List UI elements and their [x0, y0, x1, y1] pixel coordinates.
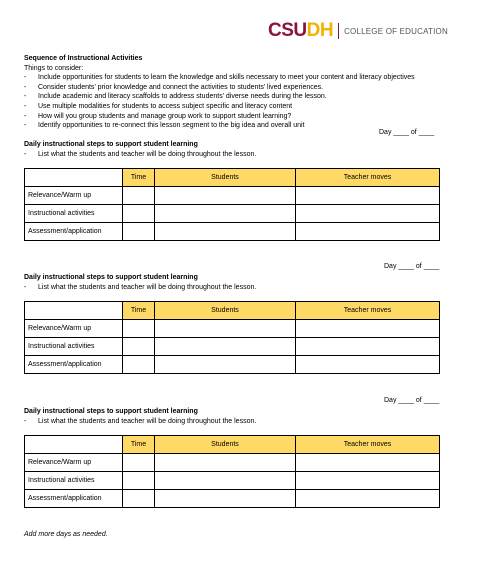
- logo-college-name: COLLEGE OF EDUCATION: [344, 26, 448, 36]
- teacher-cell[interactable]: [296, 205, 440, 223]
- section-subtitle: - List what the students and teacher will be doing throughout the lesson.: [24, 150, 257, 158]
- row-label: Relevance/Warm up: [25, 320, 123, 338]
- teacher-moves-header: Teacher moves: [296, 169, 440, 187]
- time-cell[interactable]: [123, 472, 155, 490]
- row-label: Assessment/application: [25, 356, 123, 374]
- teacher-cell[interactable]: [296, 472, 440, 490]
- students-header: Students: [155, 302, 296, 320]
- time-cell[interactable]: [123, 338, 155, 356]
- row-label: Assessment/application: [25, 490, 123, 508]
- section-title: Daily instructional steps to support student learning: [24, 141, 198, 148]
- steps-table: [24, 435, 440, 508]
- table-row: [25, 356, 440, 374]
- teacher-cell[interactable]: [296, 454, 440, 472]
- day-counter: Day ____ of ____: [379, 129, 435, 136]
- logo-csu: CSU: [268, 20, 307, 41]
- students-cell[interactable]: [155, 223, 296, 241]
- day-counter: Day ____ of ____: [384, 263, 440, 270]
- row-label: Relevance/Warm up: [25, 187, 123, 205]
- table-row: [25, 320, 440, 338]
- students-header: Students: [155, 169, 296, 187]
- time-cell[interactable]: [123, 187, 155, 205]
- day-section-2: [24, 273, 440, 368]
- day-counter: Day ____ of ____: [384, 397, 440, 404]
- row-label: Instructional activities: [25, 205, 123, 223]
- day-section-1: [24, 140, 440, 235]
- csudh-logo: [268, 20, 448, 42]
- teacher-cell[interactable]: [296, 320, 440, 338]
- table-row: [25, 205, 440, 223]
- time-cell[interactable]: [123, 320, 155, 338]
- intro-bullet: - Include academic and literacy scaffolds to address students’ diverse needs during the lesson.: [24, 93, 327, 101]
- students-cell[interactable]: [155, 187, 296, 205]
- row-label: Instructional activities: [25, 472, 123, 490]
- intro-bullet: - How will you group students and manage group work to support student learning?: [24, 112, 292, 120]
- teacher-cell[interactable]: [296, 223, 440, 241]
- section-subtitle: - List what the students and teacher will be doing throughout the lesson.: [24, 283, 257, 291]
- section-title: Daily instructional steps to support student learning: [24, 408, 198, 415]
- teacher-cell[interactable]: [296, 338, 440, 356]
- students-cell[interactable]: [155, 205, 296, 223]
- time-cell[interactable]: [123, 205, 155, 223]
- logo-dh: DH: [306, 20, 334, 41]
- time-cell[interactable]: [123, 356, 155, 374]
- time-header: Time: [123, 436, 155, 454]
- table-row: [25, 472, 440, 490]
- table-row: [25, 223, 440, 241]
- table-row: [25, 490, 440, 508]
- logo-divider: [338, 23, 339, 39]
- section-subtitle: - List what the students and teacher will be doing throughout the lesson.: [24, 417, 257, 425]
- students-cell[interactable]: [155, 320, 296, 338]
- row-label: Relevance/Warm up: [25, 454, 123, 472]
- students-cell[interactable]: [155, 454, 296, 472]
- intro-lead: Things to consider:: [24, 64, 84, 72]
- teacher-moves-header: Teacher moves: [296, 436, 440, 454]
- students-cell[interactable]: [155, 472, 296, 490]
- time-header: Time: [123, 169, 155, 187]
- intro-block: [24, 54, 464, 131]
- intro-heading: Sequence of Instructional Activities: [24, 55, 143, 62]
- row-label: Instructional activities: [25, 338, 123, 356]
- students-cell[interactable]: [155, 490, 296, 508]
- intro-bullet: - Consider students’ prior knowledge and connect the activities to students’ lived experiences.: [24, 83, 324, 91]
- table-row: [25, 454, 440, 472]
- intro-bullet: - Use multiple modalities for students to access subject specific and literacy content: [24, 102, 293, 110]
- time-header: Time: [123, 302, 155, 320]
- time-cell[interactable]: [123, 490, 155, 508]
- steps-table: [24, 301, 440, 374]
- students-cell[interactable]: [155, 338, 296, 356]
- students-cell[interactable]: [155, 356, 296, 374]
- time-cell[interactable]: [123, 223, 155, 241]
- steps-table: [24, 168, 440, 241]
- section-title: Daily instructional steps to support student learning: [24, 274, 198, 281]
- table-row: [25, 187, 440, 205]
- teacher-moves-header: Teacher moves: [296, 302, 440, 320]
- intro-bullet: - Include opportunities for students to learn the knowledge and skills necessary to meet your content and literacy objectives: [24, 74, 415, 82]
- day-section-3: [24, 407, 440, 502]
- teacher-cell[interactable]: [296, 490, 440, 508]
- teacher-cell[interactable]: [296, 356, 440, 374]
- students-header: Students: [155, 436, 296, 454]
- time-cell[interactable]: [123, 454, 155, 472]
- row-label: Assessment/application: [25, 223, 123, 241]
- footer-note: Add more days as needed.: [24, 531, 108, 538]
- intro-bullet: - Identify opportunities to re-connect this lesson segment to the big idea and overall unit: [24, 122, 305, 130]
- teacher-cell[interactable]: [296, 187, 440, 205]
- table-row: [25, 338, 440, 356]
